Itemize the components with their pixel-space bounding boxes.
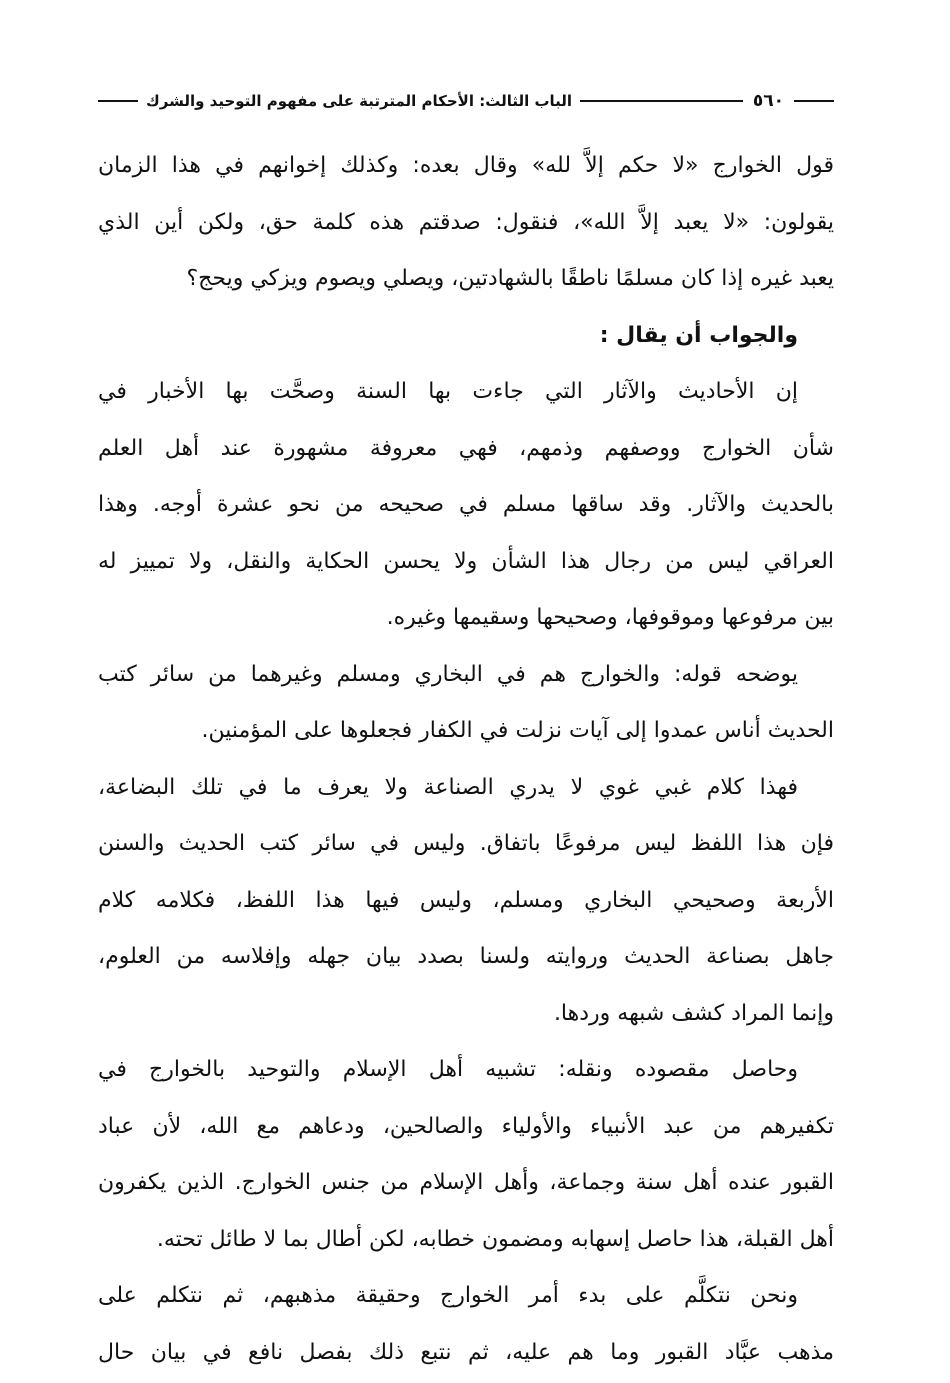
body-text bbox=[98, 138, 834, 1381]
text-line: بين مرفوعها وموقوفها، وصحيحها وسقيمها وغيره. bbox=[386, 605, 834, 630]
text-line: ونحن نتكلَّم على بدء أمر الخوارج وحقيقة مذهبهم، ثم نتكلم على bbox=[98, 1283, 798, 1308]
text-line: يعبد غيره إذا كان مسلمًا ناطقًا بالشهادتين، ويصلي ويصوم ويزكي ويحج؟ bbox=[186, 266, 834, 291]
text-line: وإنما المراد كشف شبهه وردها. bbox=[553, 1000, 834, 1026]
text-line: يوضحه قوله: والخوارج هم في البخاري ومسلم وغيرهما من سائر كتب bbox=[98, 661, 798, 687]
text-line: فإن هذا اللفظ ليس مرفوعًا باتفاق. وليس في سائر كتب الحديث والسنن bbox=[98, 831, 834, 856]
text-line: العراقي ليس من رجال هذا الشأن ولا يحسن الحكاية والنقل، ولا تمييز له bbox=[98, 548, 834, 574]
text-line: جاهل بصناعة الحديث وروايته ولسنا بصدد بيان جهله وإفلاسه من العلوم، bbox=[98, 944, 834, 969]
text-line: يقولون: «لا يعبد إلاَّ الله»، فنقول: صدقتم هذه كلمة حق، ولكن أين الذي bbox=[98, 209, 834, 235]
text-line: إن الأحاديث والآثار التي جاءت بها السنة وصحَّت بها الأخبار في bbox=[98, 379, 798, 404]
text-line: وحاصل مقصوده ونقله: تشبيه أهل الإسلام والتوحيد بالخوارج في bbox=[98, 1057, 798, 1082]
answer-heading: والجواب أن يقال : bbox=[599, 322, 798, 348]
header-rule-left bbox=[98, 100, 138, 102]
text-line: تكفيرهم من عبد الأنبياء والأولياء والصالحين، ودعاهم مع الله، لأن عباد bbox=[98, 1113, 834, 1139]
text-line: قول الخوارج «لا حكم إلاَّ لله» وقال بعده: وكذلك إخوانهم في هذا الزمان bbox=[98, 153, 834, 178]
text-line: فهذا كلام غبي غوي لا يدري الصناعة ولا يعرف ما في تلك البضاعة، bbox=[98, 774, 798, 800]
text-line: الأربعة وصحيحي البخاري ومسلم، وليس فيها هذا اللفظ، فكلامه كلام bbox=[98, 887, 834, 913]
text-line: مذهب عبَّاد القبور وما هم عليه، ثم نتبع ذلك بفصل نافع في بيان حال bbox=[98, 1339, 834, 1365]
header-rule-middle bbox=[580, 100, 743, 102]
page-number: ٥٦٠ bbox=[752, 91, 784, 111]
running-title: الباب الثالث: الأحكام المترتبة على مفهوم التوحيد والشرك bbox=[146, 92, 573, 110]
text-line: شأن الخوارج ووصفهم وذمهم، فهي معروفة مشهورة عند أهل العلم bbox=[98, 435, 834, 461]
text-line: بالحديث والآثار. وقد ساقها مسلم في صحيحه من نحو عشرة أوجه. وهذا bbox=[98, 492, 834, 517]
text-line: أهل القبلة، هذا حاصل إسهابه ومضمون خطابه، لكن أطال بما لا طائل تحته. bbox=[156, 1226, 834, 1252]
text-line: القبور عنده أهل سنة وجماعة، وأهل الإسلام من جنس الخوارج. الذين يكفرون bbox=[98, 1170, 834, 1195]
page-header bbox=[98, 86, 834, 116]
text-line: الحديث أناس عمدوا إلى آيات نزلت في الكفار فجعلوها على المؤمنين. bbox=[201, 718, 834, 743]
header-rule-right bbox=[794, 100, 834, 102]
